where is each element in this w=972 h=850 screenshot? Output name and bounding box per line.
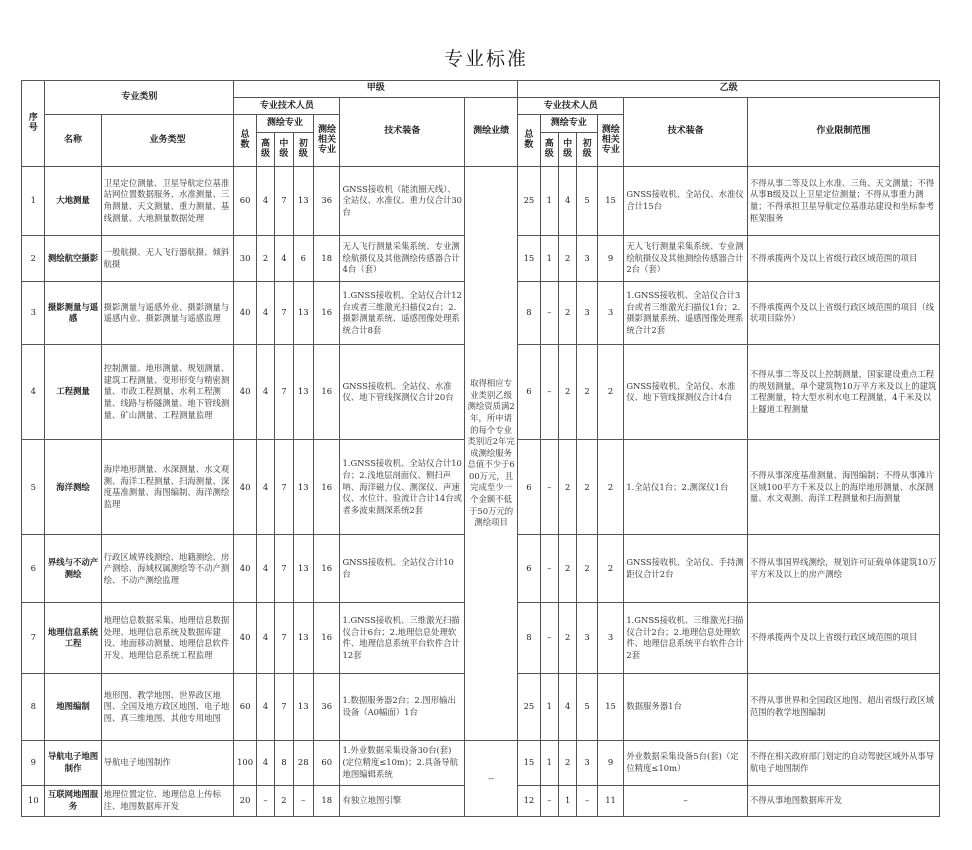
row-name: 大地测量 xyxy=(45,167,101,236)
jia-related: 60 xyxy=(313,740,340,785)
row-name: 导航电子地图制作 xyxy=(45,740,101,785)
yi-junior: 3 xyxy=(577,282,597,345)
jia-equipment: 1.GNSS接收机、全站仪合计12台或者三维激光扫描仪2台；2.摄影测量系统、遥感图像处理系统合计8套 xyxy=(340,282,465,345)
header-yi: 乙级 xyxy=(518,81,940,98)
yi-total: 6 xyxy=(518,440,540,535)
row-seq: 9 xyxy=(22,740,45,785)
yi-senior: 1 xyxy=(540,674,558,741)
row-seq: 4 xyxy=(22,345,45,440)
jia-equipment: 1.GNSS接收机、全站仪合计10台；2.浅地层剖面仪、侧扫声呐、海洋磁力仪、测深仪、声速仪、水位计、验流计合计14台或者多波束测深系统2套 xyxy=(340,440,465,535)
yi-middle: 2 xyxy=(559,535,577,603)
yi-equipment: GNSS接收机、全站仪、水准仪、地下管线探测仪合计4台 xyxy=(624,345,748,440)
jia-junior: 13 xyxy=(293,535,313,603)
yi-total: 15 xyxy=(518,235,540,282)
yi-middle: 2 xyxy=(559,740,577,785)
jia-middle: 7 xyxy=(275,282,293,345)
yi-total: 6 xyxy=(518,345,540,440)
yi-middle: 4 xyxy=(559,674,577,741)
yi-senior: – xyxy=(540,345,558,440)
row-seq: 7 xyxy=(22,603,45,674)
yi-limit: 不得承揽两个及以上省级行政区域范围的项目（线状项目除外） xyxy=(747,282,939,345)
yi-related: 3 xyxy=(597,603,624,674)
yi-senior: – xyxy=(540,440,558,535)
yi-junior: 5 xyxy=(577,167,597,236)
yi-total: 8 xyxy=(518,282,540,345)
jia-equipment: 1.数据服务器2台；2.图形输出设备（A0幅面）1台 xyxy=(340,674,465,741)
row-seq: 3 xyxy=(22,282,45,345)
jia-equipment: GNSS接收机、全站仪合计10台 xyxy=(340,535,465,603)
yi-related: 3 xyxy=(597,282,624,345)
header-related: 测绘相关专业 xyxy=(597,115,624,167)
jia-equipment: 1.外业数据采集设备30台(套)(定位精度≤10m)；2.具备导航地图编辑系统 xyxy=(340,740,465,785)
yi-limit: 不得从事国界线测绘，规划许可证载单体建筑10万平方米及以上的房产测绘 xyxy=(747,535,939,603)
yi-related: 2 xyxy=(597,345,624,440)
yi-limit: 不得从事世界和全国政区地图、超出省级行政区域范围的教学地图编制 xyxy=(747,674,939,741)
jia-equipment: GNSS接收机（能流圈天线）、全站仪、水准仪、重力仪合计30台 xyxy=(340,167,465,236)
row-business: 一般航摄、无人飞行器航摄、倾斜航摄 xyxy=(101,235,234,282)
yi-equipment: 1.全站仪1台；2.测深仪1台 xyxy=(624,440,748,535)
yi-total: 6 xyxy=(518,535,540,603)
yi-junior: 5 xyxy=(577,674,597,741)
jia-middle: 8 xyxy=(275,740,293,785)
yi-equipment: 外业数据采集设备5台(套)（定位精度≤10m） xyxy=(624,740,748,785)
yi-total: 25 xyxy=(518,167,540,236)
jia-senior: 4 xyxy=(256,740,274,785)
yi-senior: – xyxy=(540,282,558,345)
yi-total: 8 xyxy=(518,603,540,674)
jia-senior: 2 xyxy=(256,235,274,282)
header-name: 名称 xyxy=(45,115,101,167)
jia-total: 40 xyxy=(234,282,256,345)
jia-senior: – xyxy=(256,785,274,816)
yi-total: 15 xyxy=(518,740,540,785)
row-business: 海岸地形测量、水深测量、水文观测、海洋工程测量、扫海测量、深度基准测量、海图编制、海洋测绘监理 xyxy=(101,440,234,535)
header-related: 测绘相关专业 xyxy=(313,115,340,167)
header-junior: 初级 xyxy=(577,132,597,166)
yi-limit: 不得从事二等及以上水准、三角、天文测量；不得从事B级及以上卫星定位测量；不得从事重力测量；不得承担卫星导航定位基准站建设和坐标参考框架服务 xyxy=(747,167,939,236)
jia-related: 16 xyxy=(313,345,340,440)
row-business: 摄影测量与遥感外业、摄影测量与遥感内业、摄影测量与遥感监理 xyxy=(101,282,234,345)
jia-equipment: GNSS接收机、全站仪、水准仪、地下管线探测仪合计20台 xyxy=(340,345,465,440)
header-middle: 中级 xyxy=(275,132,293,166)
row-business: 控制测量、地形测量、规划测量、建筑工程测量、变形形变与精密测量、市政工程测量、水利工程测量、线路与桥隧测量、地下管线测量、矿山测量、工程测量监理 xyxy=(101,345,234,440)
jia-junior: 28 xyxy=(293,740,313,785)
row-name: 地理信息系统工程 xyxy=(45,603,101,674)
row-name: 海洋测绘 xyxy=(45,440,101,535)
jia-related: 36 xyxy=(313,167,340,236)
jia-total: 40 xyxy=(234,535,256,603)
jia-related: 16 xyxy=(313,535,340,603)
row-business: 地理位置定位、地理信息上传标注、地图数据库开发 xyxy=(101,785,234,816)
yi-equipment: 无人飞行测量采集系统、专业测绘航摄仪及其他测绘传感器合计2台（套） xyxy=(624,235,748,282)
yi-equipment: 1.GNSS接收机、三维激光扫描仪合计2台；2.地理信息处理软件、地理信息系统平台软件合计2套 xyxy=(624,603,748,674)
header-senior: 高级 xyxy=(256,132,274,166)
jia-middle: 7 xyxy=(275,345,293,440)
table-row xyxy=(22,167,940,236)
jia-equipment: 1.GNSS接收机、三维激光扫描仪合计6台；2.地理信息处理软件、地理信息系统平台软件合计12套 xyxy=(340,603,465,674)
yi-middle: 2 xyxy=(559,345,577,440)
row-name: 测绘航空摄影 xyxy=(45,235,101,282)
row-seq: 5 xyxy=(22,440,45,535)
jia-equipment: 无人飞行测量采集系统、专业测绘航摄仪及其他测绘传感器合计4台（套） xyxy=(340,235,465,282)
header-seq: 序号 xyxy=(22,81,45,167)
yi-limit: 不得在相关政府部门划定的自动驾驶区域外从事导航电子地图制作 xyxy=(747,740,939,785)
jia-junior: 13 xyxy=(293,440,313,535)
jia-related: 18 xyxy=(313,785,340,816)
row-business: 行政区域界线测绘、地籍测绘、房产测绘、海域权属测绘等不动产测绘、不动产测绘监理 xyxy=(101,535,234,603)
row-name: 摄影测量与遥感 xyxy=(45,282,101,345)
yi-junior: 3 xyxy=(577,603,597,674)
row-seq: 1 xyxy=(22,167,45,236)
jia-related: 16 xyxy=(313,440,340,535)
jia-senior: 4 xyxy=(256,345,274,440)
jia-senior: 4 xyxy=(256,167,274,236)
header-equipment: 技术装备 xyxy=(340,98,465,167)
jia-achievement: 取得相应专业类别乙级测绘资质满2年，所申请的每个专业类别近2年完成测绘服务总值不少于600万元，且完成至少一个金额不低于50万元的测绘项目 xyxy=(465,167,518,741)
jia-senior: 4 xyxy=(256,674,274,741)
jia-related: 18 xyxy=(313,235,340,282)
header-total: 总数 xyxy=(518,115,540,167)
jia-junior: 13 xyxy=(293,282,313,345)
jia-middle: 7 xyxy=(275,167,293,236)
header-survey-major: 测绘专业 xyxy=(256,115,313,132)
row-name: 工程测量 xyxy=(45,345,101,440)
yi-senior: – xyxy=(540,535,558,603)
row-business: 卫星定位测量、卫星导航定位基准站网位置数据服务、水准测量、三角测量、天文测量、重力测量、基线测量、大地测量数据处理 xyxy=(101,167,234,236)
yi-related: 9 xyxy=(597,235,624,282)
yi-limit: 不得从事二等及以上控制测量，国家建设重点工程的规划测量，单个建筑物10万平方米及以上的建筑工程测量，特大型水利水电工程测量，4千米及以上隧道工程测量 xyxy=(747,345,939,440)
jia-middle: 7 xyxy=(275,674,293,741)
jia-middle: 7 xyxy=(275,440,293,535)
yi-related: 2 xyxy=(597,440,624,535)
table-row xyxy=(22,740,940,785)
standards-table xyxy=(21,80,940,817)
jia-junior: 13 xyxy=(293,345,313,440)
yi-middle: 2 xyxy=(559,235,577,282)
yi-total: 25 xyxy=(518,674,540,741)
yi-junior: – xyxy=(577,785,597,816)
yi-senior: 1 xyxy=(540,235,558,282)
row-name: 地图编制 xyxy=(45,674,101,741)
jia-junior: 13 xyxy=(293,674,313,741)
jia-middle: 7 xyxy=(275,603,293,674)
yi-junior: 2 xyxy=(577,345,597,440)
yi-equipment: 数据服务器1台 xyxy=(624,674,748,741)
yi-equipment: 1.GNSS接收机、全站仪合计3台或者三维激光扫描仪1台；2.摄影测量系统、遥感图像处理系统合计2套 xyxy=(624,282,748,345)
jia-middle: 7 xyxy=(275,535,293,603)
yi-senior: – xyxy=(540,785,558,816)
yi-middle: 2 xyxy=(559,440,577,535)
row-business: 地形图、教学地图、世界政区地图、全国及地方政区地图、电子地图、真三维地图、其他专用地图 xyxy=(101,674,234,741)
yi-equipment: GNSS接收机、全站仪、水准仪合计15台 xyxy=(624,167,748,236)
jia-senior: 4 xyxy=(256,282,274,345)
header-jia: 甲级 xyxy=(234,81,518,98)
jia-middle: 4 xyxy=(275,235,293,282)
jia-junior: 13 xyxy=(293,167,313,236)
yi-equipment: – xyxy=(624,785,748,816)
yi-related: 11 xyxy=(597,785,624,816)
header-total: 总数 xyxy=(234,115,256,167)
header-senior: 高级 xyxy=(540,132,558,166)
jia-related: 16 xyxy=(313,282,340,345)
header-survey-major: 测绘专业 xyxy=(540,115,597,132)
yi-middle: 2 xyxy=(559,282,577,345)
yi-junior: 2 xyxy=(577,535,597,603)
yi-related: 9 xyxy=(597,740,624,785)
row-name: 界线与不动产测绘 xyxy=(45,535,101,603)
jia-related: 16 xyxy=(313,603,340,674)
jia-total: 40 xyxy=(234,345,256,440)
row-seq: 6 xyxy=(22,535,45,603)
jia-total: 20 xyxy=(234,785,256,816)
row-name: 互联网地图服务 xyxy=(45,785,101,816)
yi-middle: 4 xyxy=(559,167,577,236)
yi-senior: – xyxy=(540,603,558,674)
jia-achievement-dash: -- xyxy=(465,740,518,816)
jia-junior: 13 xyxy=(293,603,313,674)
jia-total: 60 xyxy=(234,674,256,741)
jia-middle: 2 xyxy=(275,785,293,816)
row-seq: 8 xyxy=(22,674,45,741)
page-title: 专业标准 xyxy=(443,48,528,70)
yi-limit: 不得承揽两个及以上省级行政区域范围的项目 xyxy=(747,235,939,282)
header-middle: 中级 xyxy=(559,132,577,166)
row-seq: 2 xyxy=(22,235,45,282)
row-seq: 10 xyxy=(22,785,45,816)
yi-related: 2 xyxy=(597,535,624,603)
yi-related: 15 xyxy=(597,167,624,236)
yi-limit: 不得从事地图数据库开发 xyxy=(747,785,939,816)
yi-senior: 1 xyxy=(540,740,558,785)
yi-limit: 不得从事深度基准测量、海图编制；不得从事滩片区域100平方千米及以上的海岸地形测量、水深测量、水文观测、海洋工程测量和扫海测量 xyxy=(747,440,939,535)
yi-middle: 1 xyxy=(559,785,577,816)
header-category: 专业类别 xyxy=(45,81,234,115)
header-limit: 作业限制范围 xyxy=(747,98,939,167)
header-row xyxy=(22,81,940,98)
yi-equipment: GNSS接收机、全站仪、手持测距仪合计2台 xyxy=(624,535,748,603)
header-staff: 专业技术人员 xyxy=(234,98,340,115)
jia-junior: – xyxy=(293,785,313,816)
yi-total: 12 xyxy=(518,785,540,816)
yi-related: 15 xyxy=(597,674,624,741)
header-staff: 专业技术人员 xyxy=(518,98,624,115)
yi-junior: 2 xyxy=(577,440,597,535)
jia-senior: 4 xyxy=(256,603,274,674)
header-junior: 初级 xyxy=(293,132,313,166)
jia-total: 60 xyxy=(234,167,256,236)
header-performance: 测绘业绩 xyxy=(465,98,518,167)
row-business: 地理信息数据采集、地理信息数据处理、地理信息系统及数据库建设、地面移动测量、地理信息软件开发、地理信息系统工程监理 xyxy=(101,603,234,674)
jia-total: 100 xyxy=(234,740,256,785)
yi-middle: 2 xyxy=(559,603,577,674)
jia-equipment: 有独立地图引擎 xyxy=(340,785,465,816)
jia-related: 36 xyxy=(313,674,340,741)
yi-limit: 不得承揽两个及以上省级行政区域范围的项目 xyxy=(747,603,939,674)
jia-total: 30 xyxy=(234,235,256,282)
jia-senior: 4 xyxy=(256,440,274,535)
yi-senior: 1 xyxy=(540,167,558,236)
row-business: 导航电子地图制作 xyxy=(101,740,234,785)
jia-total: 40 xyxy=(234,603,256,674)
header-equipment: 技术装备 xyxy=(624,98,748,167)
yi-junior: 3 xyxy=(577,235,597,282)
jia-total: 40 xyxy=(234,440,256,535)
jia-senior: 4 xyxy=(256,535,274,603)
header-business: 业务类型 xyxy=(101,115,234,167)
jia-junior: 6 xyxy=(293,235,313,282)
yi-junior: 3 xyxy=(577,740,597,785)
